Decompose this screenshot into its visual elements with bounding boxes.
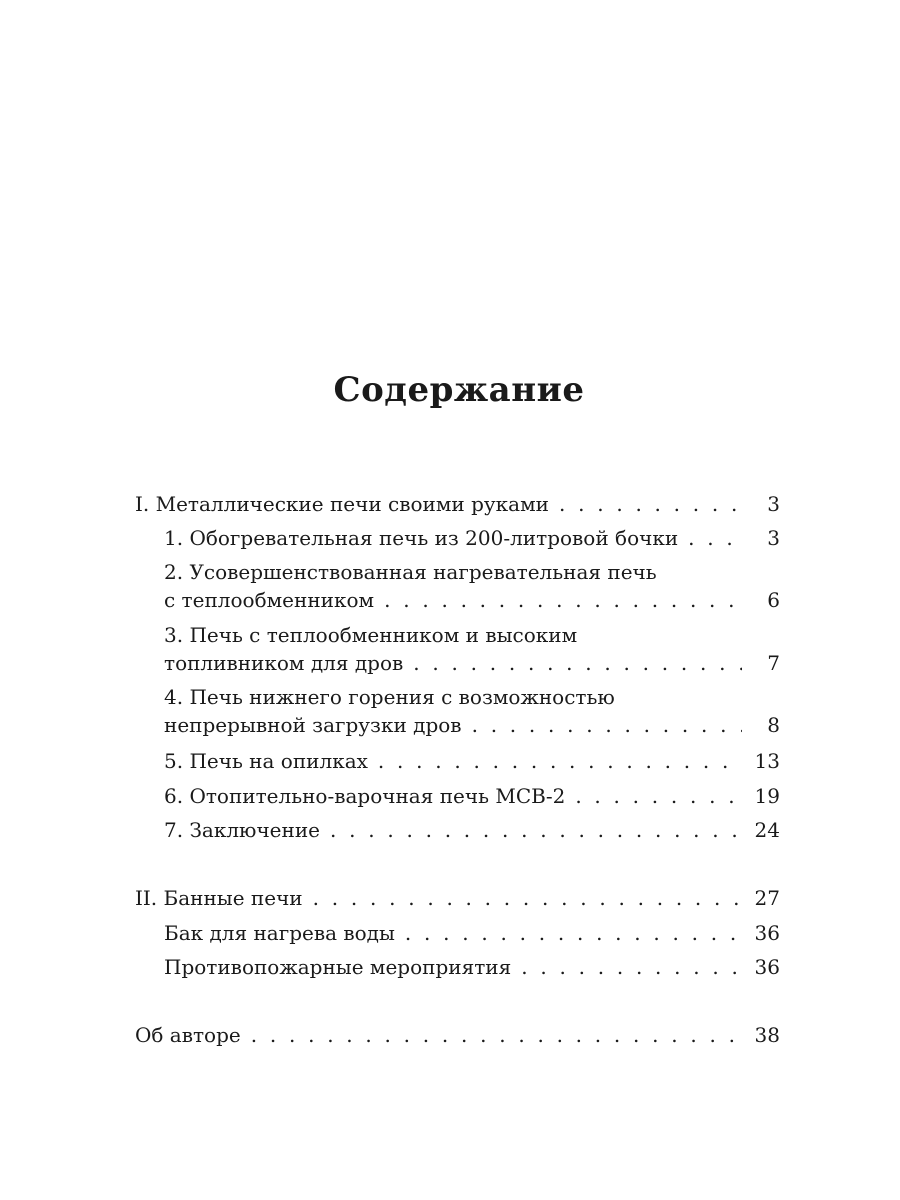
toc-entry-chapter-3[interactable] [164,621,780,677]
toc-entry-about-author[interactable] [135,1021,780,1049]
toc-entry-title: с теплообменником [164,588,375,612]
toc-entry-title-line1: 2. Усовершенствованная нагревательная печь [164,560,657,584]
toc-page-number: 38 [754,1023,780,1047]
toc-entry-title: непрерывной загрузки дров [164,713,462,737]
leader-dots [413,649,742,677]
toc-entry-chapter-1[interactable] [164,524,780,552]
leader-dots [251,1021,741,1049]
toc-entry-title: II. Банные печи [135,886,303,910]
toc-entry-section-2[interactable] [135,884,780,912]
toc-entry-title: 1. Обогревательная печь из 200-литровой бочки [164,526,679,550]
toc-entry-chapter-6[interactable] [164,782,780,810]
toc-entry-chapter-5[interactable] [164,747,780,775]
toc-page-number: 19 [754,784,780,808]
toc-page-number: 27 [754,886,780,910]
toc-entry-title: Противопожарные мероприятия [164,955,512,979]
toc-entry-section-1[interactable] [135,490,780,518]
leader-dots [559,490,742,518]
page-title: Содержание [333,370,585,410]
toc-entry-title: Бак для нагрева воды [164,921,395,945]
leader-dots [330,816,741,844]
toc-entry-title: Об авторе [135,1023,241,1047]
toc-page-number: 8 [767,713,780,737]
leader-dots [378,747,741,775]
toc-entry-fire-safety[interactable] [164,953,780,981]
leader-dots [384,586,742,614]
toc-entry-title: 7. Заключение [164,818,320,842]
toc-entry-title-line1: 4. Печь нижнего горения с возможностью [164,685,615,709]
toc-entry-chapter-7[interactable] [164,816,780,844]
toc-page-number: 7 [767,651,780,675]
toc-page-number: 36 [754,921,780,945]
toc-page-number: 13 [754,749,780,773]
toc-entry-title: топливником для дров [164,651,404,675]
leader-dots [575,782,740,810]
toc-entry-water-tank[interactable] [164,919,780,947]
toc-entry-title: 5. Печь на опилках [164,749,368,773]
leader-dots [688,524,742,552]
toc-page-number: 36 [754,955,780,979]
toc-page-number: 3 [767,526,780,550]
leader-dots [405,919,741,947]
leader-dots [521,953,740,981]
toc-page-number: 24 [754,818,780,842]
leader-dots [313,884,741,912]
toc-entry-title: 6. Отопительно-варочная печь МСВ-2 [164,784,566,808]
toc-page-number: 6 [767,588,780,612]
toc-entry-chapter-4[interactable] [164,683,780,739]
toc-entry-title: I. Металлические печи своими руками [135,492,549,516]
toc-entry-chapter-2[interactable] [164,558,780,614]
toc-entry-title-line1: 3. Печь с теплообменником и высоким [164,623,578,647]
toc-page-number: 3 [767,492,780,516]
leader-dots [472,711,742,739]
